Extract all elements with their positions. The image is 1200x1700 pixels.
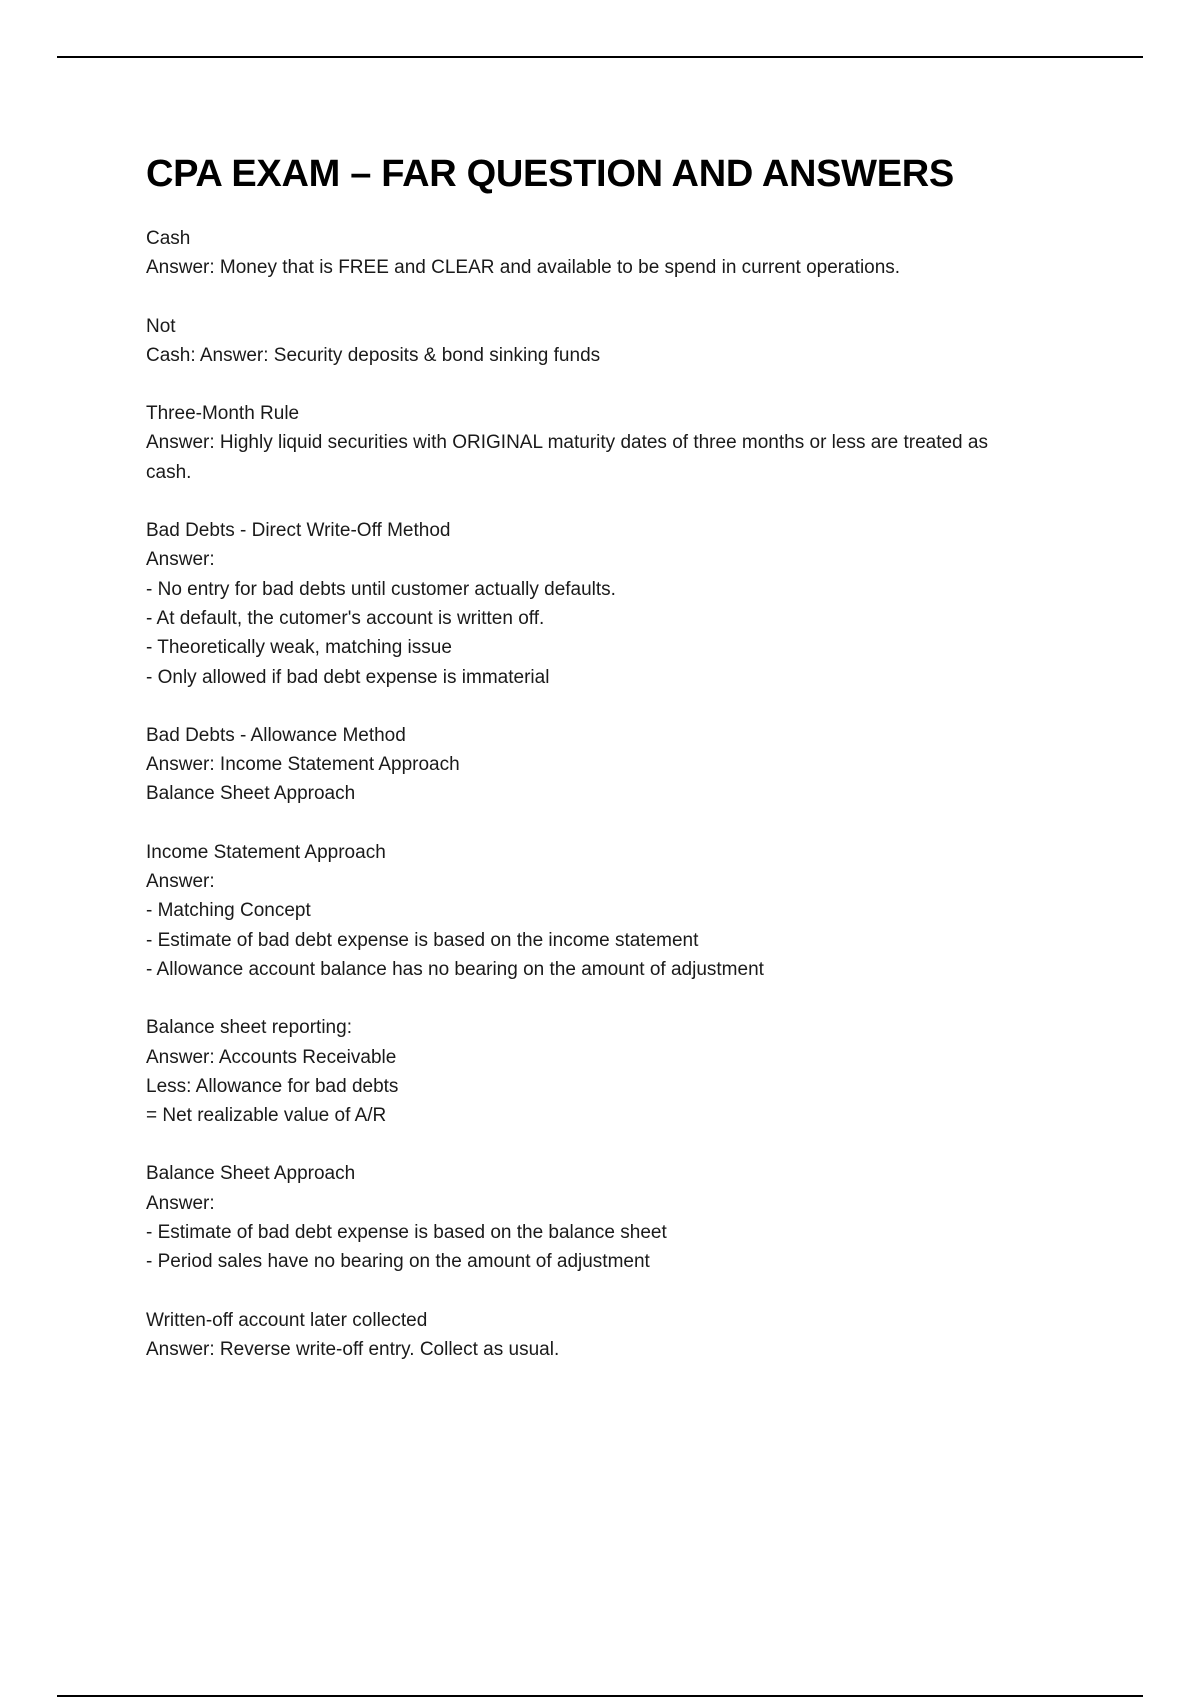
question-text: Three-Month Rule [146,403,300,425]
question-text: Written-off account later collected [146,1309,428,1331]
answer-label: Answer: [146,871,215,893]
answer-text: Answer: Money that is FREE and CLEAR and available to be spend in current operations. [146,257,901,279]
qa-entry-income-statement-approach [146,838,1066,984]
answer-text: Answer: Accounts Receivable [146,1046,397,1068]
question-text: Bad Debts - Direct Write-Off Method [146,520,451,542]
answer-bullet: - Theoretically weak, matching issue [146,637,452,659]
document-title: CPA EXAM – FAR QUESTION AND ANSWERS [146,153,954,195]
qa-entry-allowance-method [146,721,1066,809]
answer-bullet: - Only allowed if bad debt expense is immaterial [146,666,550,688]
answer-text: Balance Sheet Approach [146,783,356,805]
qa-entry-written-off-collected [146,1306,1066,1365]
question-text: Bad Debts - Allowance Method [146,724,406,746]
answer-bullet: - Allowance account balance has no bearing on the amount of adjustment [146,958,764,980]
answer-text: Less: Allowance for bad debts [146,1075,399,1097]
answer-text: Answer: Reverse write-off entry. Collect as usual. [146,1338,560,1360]
top-rule [57,56,1143,58]
answer-bullet: - Period sales have no bearing on the amount of adjustment [146,1251,650,1273]
answer-bullet: - Estimate of bad debt expense is based on the income statement [146,929,699,951]
qa-entries [146,224,1066,1364]
question-text: Balance sheet reporting: [146,1017,352,1039]
answer-text: cash. [146,461,192,483]
answer-text: Cash: Answer: Security deposits & bond sinking funds [146,344,601,366]
answer-bullet: - Matching Concept [146,900,311,922]
answer-bullet: - Estimate of bad debt expense is based on the balance sheet [146,1222,667,1244]
answer-label: Answer: [146,1192,215,1214]
qa-entry-balance-sheet-reporting [146,1013,1066,1130]
answer-text: Answer: Highly liquid securities with ORIGINAL maturity dates of three months or less are treated as [146,432,988,454]
qa-entry-balance-sheet-approach [146,1159,1066,1276]
answer-bullet: - No entry for bad debts until customer actually defaults. [146,578,616,600]
answer-text: Answer: Income Statement Approach [146,754,460,776]
qa-entry-not-cash [146,312,1066,371]
question-text: Cash [146,228,191,249]
bottom-rule [57,1695,1143,1697]
document-body [146,146,1066,1393]
answer-label: Answer: [146,549,215,571]
answer-text: = Net realizable value of A/R [146,1105,387,1127]
question-text: Income Statement Approach [146,841,386,863]
qa-entry-three-month-rule [146,399,1066,487]
question-text: Balance Sheet Approach [146,1163,356,1185]
qa-entry-cash [146,224,1066,283]
answer-bullet: - At default, the cutomer's account is written off. [146,607,545,629]
qa-entry-direct-write-off [146,516,1066,692]
question-text: Not [146,315,176,337]
